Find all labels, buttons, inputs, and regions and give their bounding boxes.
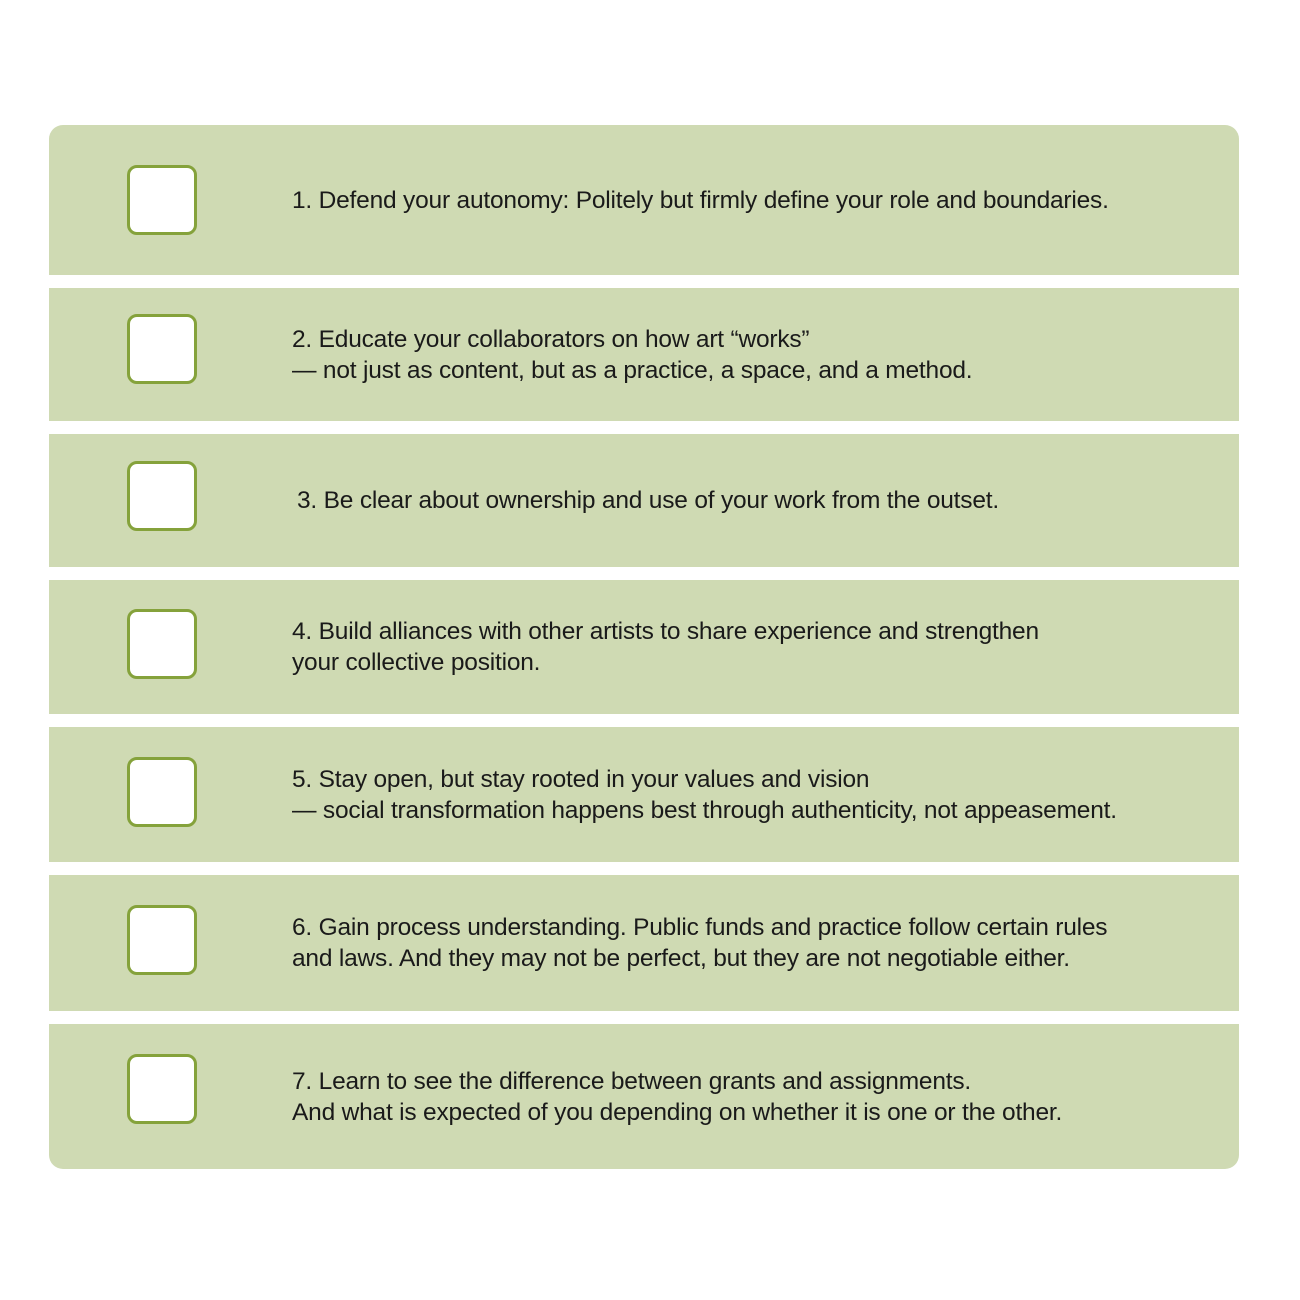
item-text (292, 580, 1199, 714)
checklist-item-5 (49, 727, 1239, 862)
item-text-line: 6. Gain process understanding. Public funds and practice follow certain rules (292, 914, 1108, 941)
checkbox[interactable] (127, 609, 197, 679)
item-text (292, 125, 1199, 275)
item-text-line: 5. Stay open, but stay rooted in your values and vision (292, 765, 870, 793)
checklist-item-1 (49, 125, 1239, 275)
item-text-line: 3. Be clear about ownership and use of your work from the outset. (297, 487, 999, 514)
checkbox[interactable] (127, 314, 197, 384)
item-text-line: 2. Educate your collaborators on how art “works” (292, 325, 810, 353)
item-text-line: 1. Defend your autonomy: Politely but firmly define your role and boundaries. (292, 186, 1109, 214)
checklist-item-4 (49, 580, 1239, 714)
checklist-item-6 (49, 875, 1239, 1011)
item-text-line: 4. Build alliances with other artists to share experience and strengthen (292, 618, 1039, 645)
item-text-line: — not just as content, but as a practice, a space, and a method. (292, 356, 973, 384)
checklist-item-3 (49, 434, 1239, 567)
checklist-item-7 (49, 1024, 1239, 1169)
item-text (292, 875, 1199, 1011)
item-text-line: And what is expected of you depending on whether it is one or the other. (292, 1098, 1063, 1126)
checkbox[interactable] (127, 165, 197, 235)
item-text-line: your collective position. (292, 649, 541, 676)
item-text-line: and laws. And they may not be perfect, but they are not negotiable either. (292, 945, 1070, 972)
checkbox[interactable] (127, 757, 197, 827)
checklist-item-2 (49, 288, 1239, 421)
item-text (297, 434, 1199, 567)
checkbox[interactable] (127, 461, 197, 531)
checkbox[interactable] (127, 1054, 197, 1124)
checkbox[interactable] (127, 905, 197, 975)
item-text-line: — social transformation happens best through authenticity, not appeasement. (292, 796, 1117, 824)
item-text (292, 727, 1199, 862)
item-text-line: 7. Learn to see the difference between grants and assignments. (292, 1067, 972, 1095)
item-text (292, 1024, 1199, 1169)
item-text (292, 288, 1199, 421)
